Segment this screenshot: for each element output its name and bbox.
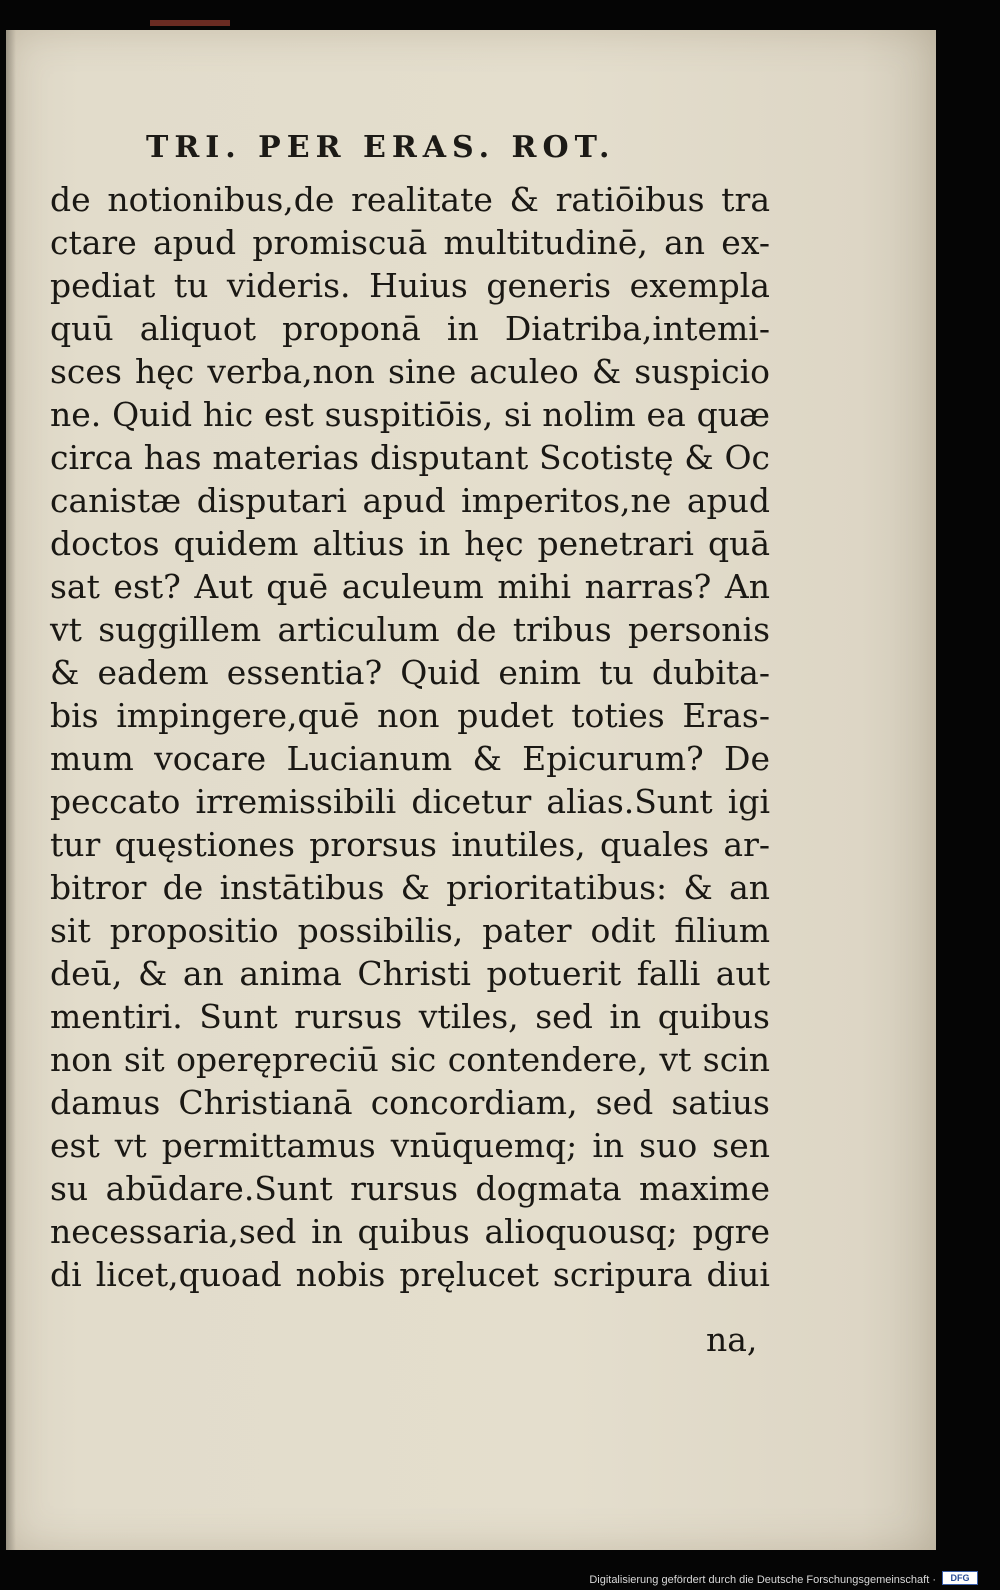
text-line: sat est? Aut quē aculeum mihi narras? An: [50, 567, 770, 606]
running-head: TRI. PER ERAS. ROT.: [146, 130, 616, 165]
catchword: na,: [706, 1320, 758, 1359]
text-line: canistæ disputari apud imperitos,ne apud: [50, 481, 770, 520]
text-line: pediat tu videris. Huius generis exempla: [50, 266, 770, 305]
text-line: sces hęc verba,non sine aculeo & suspicio: [50, 352, 770, 391]
text-line: mentiri. Sunt rursus vtiles, sed in quibus: [50, 997, 770, 1036]
book-page: [6, 30, 936, 1550]
text-line: est vt permittamus vnūquemq; in suo sen: [50, 1126, 770, 1165]
text-line: bitror de instātibus & prioritatibus: & an: [50, 868, 770, 907]
digitization-credit: Digitalisierung gefördert durch die Deutsche Forschungsgemeinschaft ·: [589, 1574, 936, 1586]
text-line: doctos quidem altius in hęc penetrari quā: [50, 524, 770, 563]
text-line: necessaria,sed in quibus alioquousq; pgre: [50, 1212, 770, 1251]
text-line: bis impingere,quē non pudet toties Eras-: [50, 696, 770, 735]
text-line: su abūdare.Sunt rursus dogmata maxime: [50, 1169, 770, 1208]
text-line: damus Christianā concordiam, sed satius: [50, 1083, 770, 1122]
text-line: de notionibus,de realitate & ratiōibus tra: [50, 180, 770, 219]
text-line: ctare apud promiscuā multitudinē, an ex-: [50, 223, 770, 262]
text-line: di licet,quoad nobis pręlucet scripura diui: [50, 1255, 770, 1294]
text-line: sit propositio possibilis, pater odit filium: [50, 911, 770, 950]
text-line: ne. Quid hic est suspitiōis, si nolim ea quæ: [50, 395, 770, 434]
text-line: vt suggillem articulum de tribus personis: [50, 610, 770, 649]
body-text: [50, 178, 770, 1296]
text-line: tur quęstiones prorsus inutiles, quales ar-: [50, 825, 770, 864]
text-line: & eadem essentia? Quid enim tu dubita-: [50, 653, 770, 692]
text-line: deū, & an anima Christi potuerit falli aut: [50, 954, 770, 993]
dfg-logo: DFG: [942, 1571, 978, 1585]
text-line: non sit operępreciū sic contendere, vt scin: [50, 1040, 770, 1079]
text-line: circa has materias disputant Scotistę & Oc: [50, 438, 770, 477]
text-line: mum vocare Lucianum & Epicurum? De: [50, 739, 770, 778]
text-line: quū aliquot proponā in Diatriba,intemi-: [50, 309, 770, 348]
text-line: peccato irremissibili dicetur alias.Sunt igi: [50, 782, 770, 821]
bookmark-ribbon: [150, 20, 230, 26]
